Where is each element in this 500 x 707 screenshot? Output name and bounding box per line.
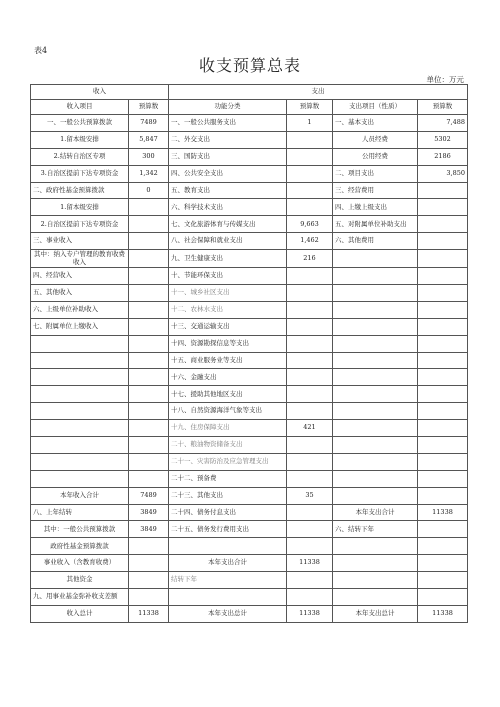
table-row bbox=[31, 165, 468, 182]
table-cell: 结转下年 bbox=[169, 572, 287, 589]
table-cell: 事业收入（含教育收费） bbox=[31, 555, 129, 572]
table-cell: 五、教育支出 bbox=[169, 182, 287, 199]
table-cell bbox=[333, 285, 418, 302]
table-cell: 六、结转下年 bbox=[333, 521, 418, 538]
table-cell bbox=[31, 420, 129, 437]
table-row bbox=[31, 521, 468, 538]
table-cell: 二、项目支出 bbox=[333, 165, 418, 182]
table-cell bbox=[287, 369, 333, 386]
table-cell bbox=[31, 352, 129, 369]
table-cell bbox=[129, 233, 169, 250]
table-row bbox=[31, 605, 468, 622]
table-cell bbox=[287, 165, 333, 182]
table-row bbox=[31, 182, 468, 199]
table-cell: 2.自治区提前下达专项资金 bbox=[31, 216, 129, 233]
table-cell bbox=[129, 335, 169, 352]
table-cell bbox=[129, 216, 169, 233]
table-cell bbox=[418, 369, 468, 386]
table-cell: 1.留本级安排 bbox=[31, 131, 129, 148]
table-cell bbox=[31, 437, 129, 454]
table-cell: 八、上年结转 bbox=[31, 504, 129, 521]
table-cell: 二十四、债务付息支出 bbox=[169, 504, 287, 521]
table-cell: 3849 bbox=[129, 504, 169, 521]
table-cell: 十七、援助其他地区支出 bbox=[169, 386, 287, 403]
table-cell: 2.结转自治区专项 bbox=[31, 148, 129, 165]
table-row bbox=[31, 470, 468, 487]
table-cell: 11338 bbox=[418, 605, 468, 622]
table-cell: 1,462 bbox=[287, 233, 333, 250]
column-header: 收入项目 bbox=[31, 100, 129, 115]
table-cell bbox=[333, 453, 418, 470]
table-cell: 二十一、灾害防治及应急管理支出 bbox=[169, 453, 287, 470]
table-cell: 四、上缴上级支出 bbox=[333, 199, 418, 216]
table-cell bbox=[129, 268, 169, 285]
table-cell: 九、卫生健康支出 bbox=[169, 250, 287, 268]
table-cell: 35 bbox=[287, 487, 333, 504]
table-cell: 其中：一般公共预算拨款 bbox=[31, 521, 129, 538]
table-cell: 7489 bbox=[129, 115, 169, 132]
table-cell bbox=[418, 182, 468, 199]
table-row bbox=[31, 453, 468, 470]
table-cell: 0 bbox=[129, 182, 169, 199]
table-cell bbox=[418, 470, 468, 487]
table-cell bbox=[129, 369, 169, 386]
table-cell bbox=[287, 437, 333, 454]
table-cell bbox=[418, 437, 468, 454]
table-cell: 11338 bbox=[287, 605, 333, 622]
table-cell bbox=[418, 403, 468, 420]
column-header: 功能分类 bbox=[169, 100, 287, 115]
table-cell bbox=[129, 301, 169, 318]
table-cell bbox=[418, 301, 468, 318]
table-cell bbox=[418, 555, 468, 572]
table-cell bbox=[333, 589, 418, 606]
table-cell bbox=[333, 335, 418, 352]
unit-label: 单位：万元 bbox=[426, 75, 464, 84]
table-cell: 本年支出合计 bbox=[169, 555, 287, 572]
table-cell bbox=[418, 285, 468, 302]
table-cell bbox=[287, 589, 333, 606]
table-cell: 公用经费 bbox=[333, 148, 418, 165]
table-cell bbox=[287, 403, 333, 420]
table-cell: 1.留本级安排 bbox=[31, 199, 129, 216]
table-cell bbox=[333, 572, 418, 589]
table-cell bbox=[287, 268, 333, 285]
budget-table bbox=[30, 84, 468, 623]
table-cell bbox=[333, 301, 418, 318]
table-cell: 十二、农林水支出 bbox=[169, 301, 287, 318]
table-cell: 9,663 bbox=[287, 216, 333, 233]
table-cell bbox=[287, 148, 333, 165]
table-cell: 六、其他费用 bbox=[333, 233, 418, 250]
table-cell bbox=[287, 335, 333, 352]
table-cell: 本年支出合计 bbox=[333, 504, 418, 521]
table-cell bbox=[418, 268, 468, 285]
table-cell bbox=[333, 487, 418, 504]
table-cell bbox=[287, 504, 333, 521]
table-cell bbox=[129, 318, 169, 335]
table-cell: 300 bbox=[129, 148, 169, 165]
table-cell: 二十二、预备费 bbox=[169, 470, 287, 487]
table-cell bbox=[418, 572, 468, 589]
table-cell: 5,847 bbox=[129, 131, 169, 148]
table-cell: 421 bbox=[287, 420, 333, 437]
table-cell bbox=[287, 453, 333, 470]
table-cell: 1 bbox=[287, 115, 333, 132]
table-cell: 十一、城乡社区支出 bbox=[169, 285, 287, 302]
table-cell: 3.自治区提前下达专项资金 bbox=[31, 165, 129, 182]
table-cell: 本年支出总计 bbox=[333, 605, 418, 622]
table-cell: 11338 bbox=[129, 605, 169, 622]
table-cell bbox=[287, 301, 333, 318]
table-cell bbox=[287, 352, 333, 369]
column-header-row bbox=[31, 100, 468, 115]
table-cell bbox=[287, 199, 333, 216]
table-cell bbox=[418, 216, 468, 233]
table-cell bbox=[418, 199, 468, 216]
table-cell bbox=[333, 538, 418, 555]
table-row bbox=[31, 555, 468, 572]
table-cell: 3849 bbox=[129, 521, 169, 538]
table-cell bbox=[129, 199, 169, 216]
table-cell bbox=[169, 589, 287, 606]
table-row bbox=[31, 589, 468, 606]
table-row bbox=[31, 285, 468, 302]
table-row bbox=[31, 487, 468, 504]
table-cell: 其他资金 bbox=[31, 572, 129, 589]
table-cell bbox=[418, 335, 468, 352]
table-cell: 本年收入合计 bbox=[31, 487, 129, 504]
table-cell: 十九、住房保障支出 bbox=[169, 420, 287, 437]
table-cell bbox=[418, 318, 468, 335]
table-cell bbox=[287, 131, 333, 148]
table-cell bbox=[129, 403, 169, 420]
table-cell bbox=[418, 538, 468, 555]
table-cell bbox=[333, 386, 418, 403]
table-cell bbox=[287, 538, 333, 555]
table-row bbox=[31, 268, 468, 285]
table-cell bbox=[333, 268, 418, 285]
table-row bbox=[31, 131, 468, 148]
table-cell: 一、一般公共服务支出 bbox=[169, 115, 287, 132]
table-cell: 十三、交通运输支出 bbox=[169, 318, 287, 335]
table-cell: 二十三、其他支出 bbox=[169, 487, 287, 504]
table-cell bbox=[333, 352, 418, 369]
table-cell bbox=[129, 555, 169, 572]
table-row bbox=[31, 148, 468, 165]
document-title: 收支预算总表 bbox=[198, 56, 301, 75]
table-cell bbox=[31, 453, 129, 470]
table-cell: 四、公共安全支出 bbox=[169, 165, 287, 182]
table-row bbox=[31, 115, 468, 132]
table-cell bbox=[333, 369, 418, 386]
expense-group-header: 支出 bbox=[169, 85, 468, 100]
table-cell bbox=[129, 538, 169, 555]
table-cell: 其中：纳入专户管理的教育收费收入 bbox=[31, 250, 129, 268]
table-cell: 六、科学技术支出 bbox=[169, 199, 287, 216]
table-cell bbox=[287, 182, 333, 199]
table-row bbox=[31, 318, 468, 335]
table-cell: 五、对附属单位补助支出 bbox=[333, 216, 418, 233]
table-row bbox=[31, 233, 468, 250]
table-cell: 十六、金融支出 bbox=[169, 369, 287, 386]
table-cell bbox=[418, 386, 468, 403]
table-cell: 7489 bbox=[129, 487, 169, 504]
table-cell bbox=[129, 437, 169, 454]
table-cell: 八、社会保障和就业支出 bbox=[169, 233, 287, 250]
table-cell bbox=[31, 470, 129, 487]
table-row bbox=[31, 538, 468, 555]
table-cell bbox=[287, 318, 333, 335]
table-cell bbox=[31, 403, 129, 420]
table-cell bbox=[418, 352, 468, 369]
table-cell: 216 bbox=[287, 250, 333, 268]
column-header: 预算数 bbox=[129, 100, 169, 115]
table-cell: 政府性基金预算拨款 bbox=[31, 538, 129, 555]
table-cell bbox=[418, 487, 468, 504]
table-row bbox=[31, 199, 468, 216]
table-cell: 三、事业收入 bbox=[31, 233, 129, 250]
table-cell bbox=[129, 285, 169, 302]
table-cell bbox=[129, 352, 169, 369]
table-cell: 二十五、债务发行费用支出 bbox=[169, 521, 287, 538]
column-header: 支出项目（性质） bbox=[333, 100, 418, 115]
table-row bbox=[31, 369, 468, 386]
table-cell: 本年支出总计 bbox=[169, 605, 287, 622]
table-cell: 三、经营费用 bbox=[333, 182, 418, 199]
group-header-row bbox=[31, 85, 468, 100]
table-cell: 一、一般公共预算拨款 bbox=[31, 115, 129, 132]
table-cell bbox=[287, 285, 333, 302]
table-cell bbox=[31, 386, 129, 403]
table-cell: 2186 bbox=[418, 148, 468, 165]
table-cell: 11338 bbox=[287, 555, 333, 572]
table-cell: 二、政府性基金预算拨款 bbox=[31, 182, 129, 199]
table-cell bbox=[169, 538, 287, 555]
table-row bbox=[31, 437, 468, 454]
table-row bbox=[31, 335, 468, 352]
table-cell bbox=[129, 589, 169, 606]
table-cell bbox=[287, 470, 333, 487]
table-cell bbox=[287, 572, 333, 589]
table-cell bbox=[333, 250, 418, 268]
table-cell bbox=[129, 572, 169, 589]
page-number: 表4 bbox=[34, 46, 48, 55]
column-header: 预算数 bbox=[287, 100, 333, 115]
table-cell: 九、用事业基金弥补收支差额 bbox=[31, 589, 129, 606]
table-cell bbox=[129, 250, 169, 268]
table-cell: 人员经费 bbox=[333, 131, 418, 148]
table-cell bbox=[418, 521, 468, 538]
table-cell: 七、文化旅游体育与传媒支出 bbox=[169, 216, 287, 233]
table-cell: 二、外交支出 bbox=[169, 131, 287, 148]
table-cell: 收入总计 bbox=[31, 605, 129, 622]
table-cell: 五、其他收入 bbox=[31, 285, 129, 302]
table-cell bbox=[129, 420, 169, 437]
table-cell bbox=[129, 453, 169, 470]
table-cell: 3,850 bbox=[418, 165, 468, 182]
table-cell: 六、上级单位补助收入 bbox=[31, 301, 129, 318]
table-cell: 11338 bbox=[418, 504, 468, 521]
table-cell: 十、节能环保支出 bbox=[169, 268, 287, 285]
table-row bbox=[31, 572, 468, 589]
table-cell bbox=[31, 335, 129, 352]
table-row bbox=[31, 386, 468, 403]
table-cell bbox=[333, 420, 418, 437]
table-row bbox=[31, 420, 468, 437]
table-cell bbox=[418, 250, 468, 268]
table-row bbox=[31, 504, 468, 521]
table-cell: 1,342 bbox=[129, 165, 169, 182]
table-cell bbox=[31, 369, 129, 386]
table-cell bbox=[333, 555, 418, 572]
table-cell: 七、附属单位上缴收入 bbox=[31, 318, 129, 335]
table-cell bbox=[129, 386, 169, 403]
table-row bbox=[31, 250, 468, 268]
table-row bbox=[31, 301, 468, 318]
table-cell bbox=[418, 453, 468, 470]
table-cell bbox=[129, 470, 169, 487]
table-row bbox=[31, 352, 468, 369]
table-cell bbox=[333, 470, 418, 487]
table-cell: 7,488 bbox=[418, 115, 468, 132]
table-cell bbox=[418, 233, 468, 250]
table-cell: 二十、粮油物资储备支出 bbox=[169, 437, 287, 454]
table-cell: 四、经营收入 bbox=[31, 268, 129, 285]
table-row bbox=[31, 403, 468, 420]
table-cell: 三、国防支出 bbox=[169, 148, 287, 165]
table-cell bbox=[333, 437, 418, 454]
table-cell bbox=[287, 521, 333, 538]
column-header: 预算数 bbox=[418, 100, 468, 115]
table-cell bbox=[333, 318, 418, 335]
table-cell: 十八、自然资源海洋气象等支出 bbox=[169, 403, 287, 420]
table-row bbox=[31, 216, 468, 233]
table-cell bbox=[418, 420, 468, 437]
table-cell bbox=[418, 589, 468, 606]
table-cell bbox=[287, 386, 333, 403]
table-cell bbox=[333, 403, 418, 420]
income-group-header: 收入 bbox=[31, 85, 169, 100]
table-cell: 5302 bbox=[418, 131, 468, 148]
table-cell: 十四、资源勘探信息等支出 bbox=[169, 335, 287, 352]
table-cell: 一、基本支出 bbox=[333, 115, 418, 132]
table-cell: 十五、商业服务业等支出 bbox=[169, 352, 287, 369]
